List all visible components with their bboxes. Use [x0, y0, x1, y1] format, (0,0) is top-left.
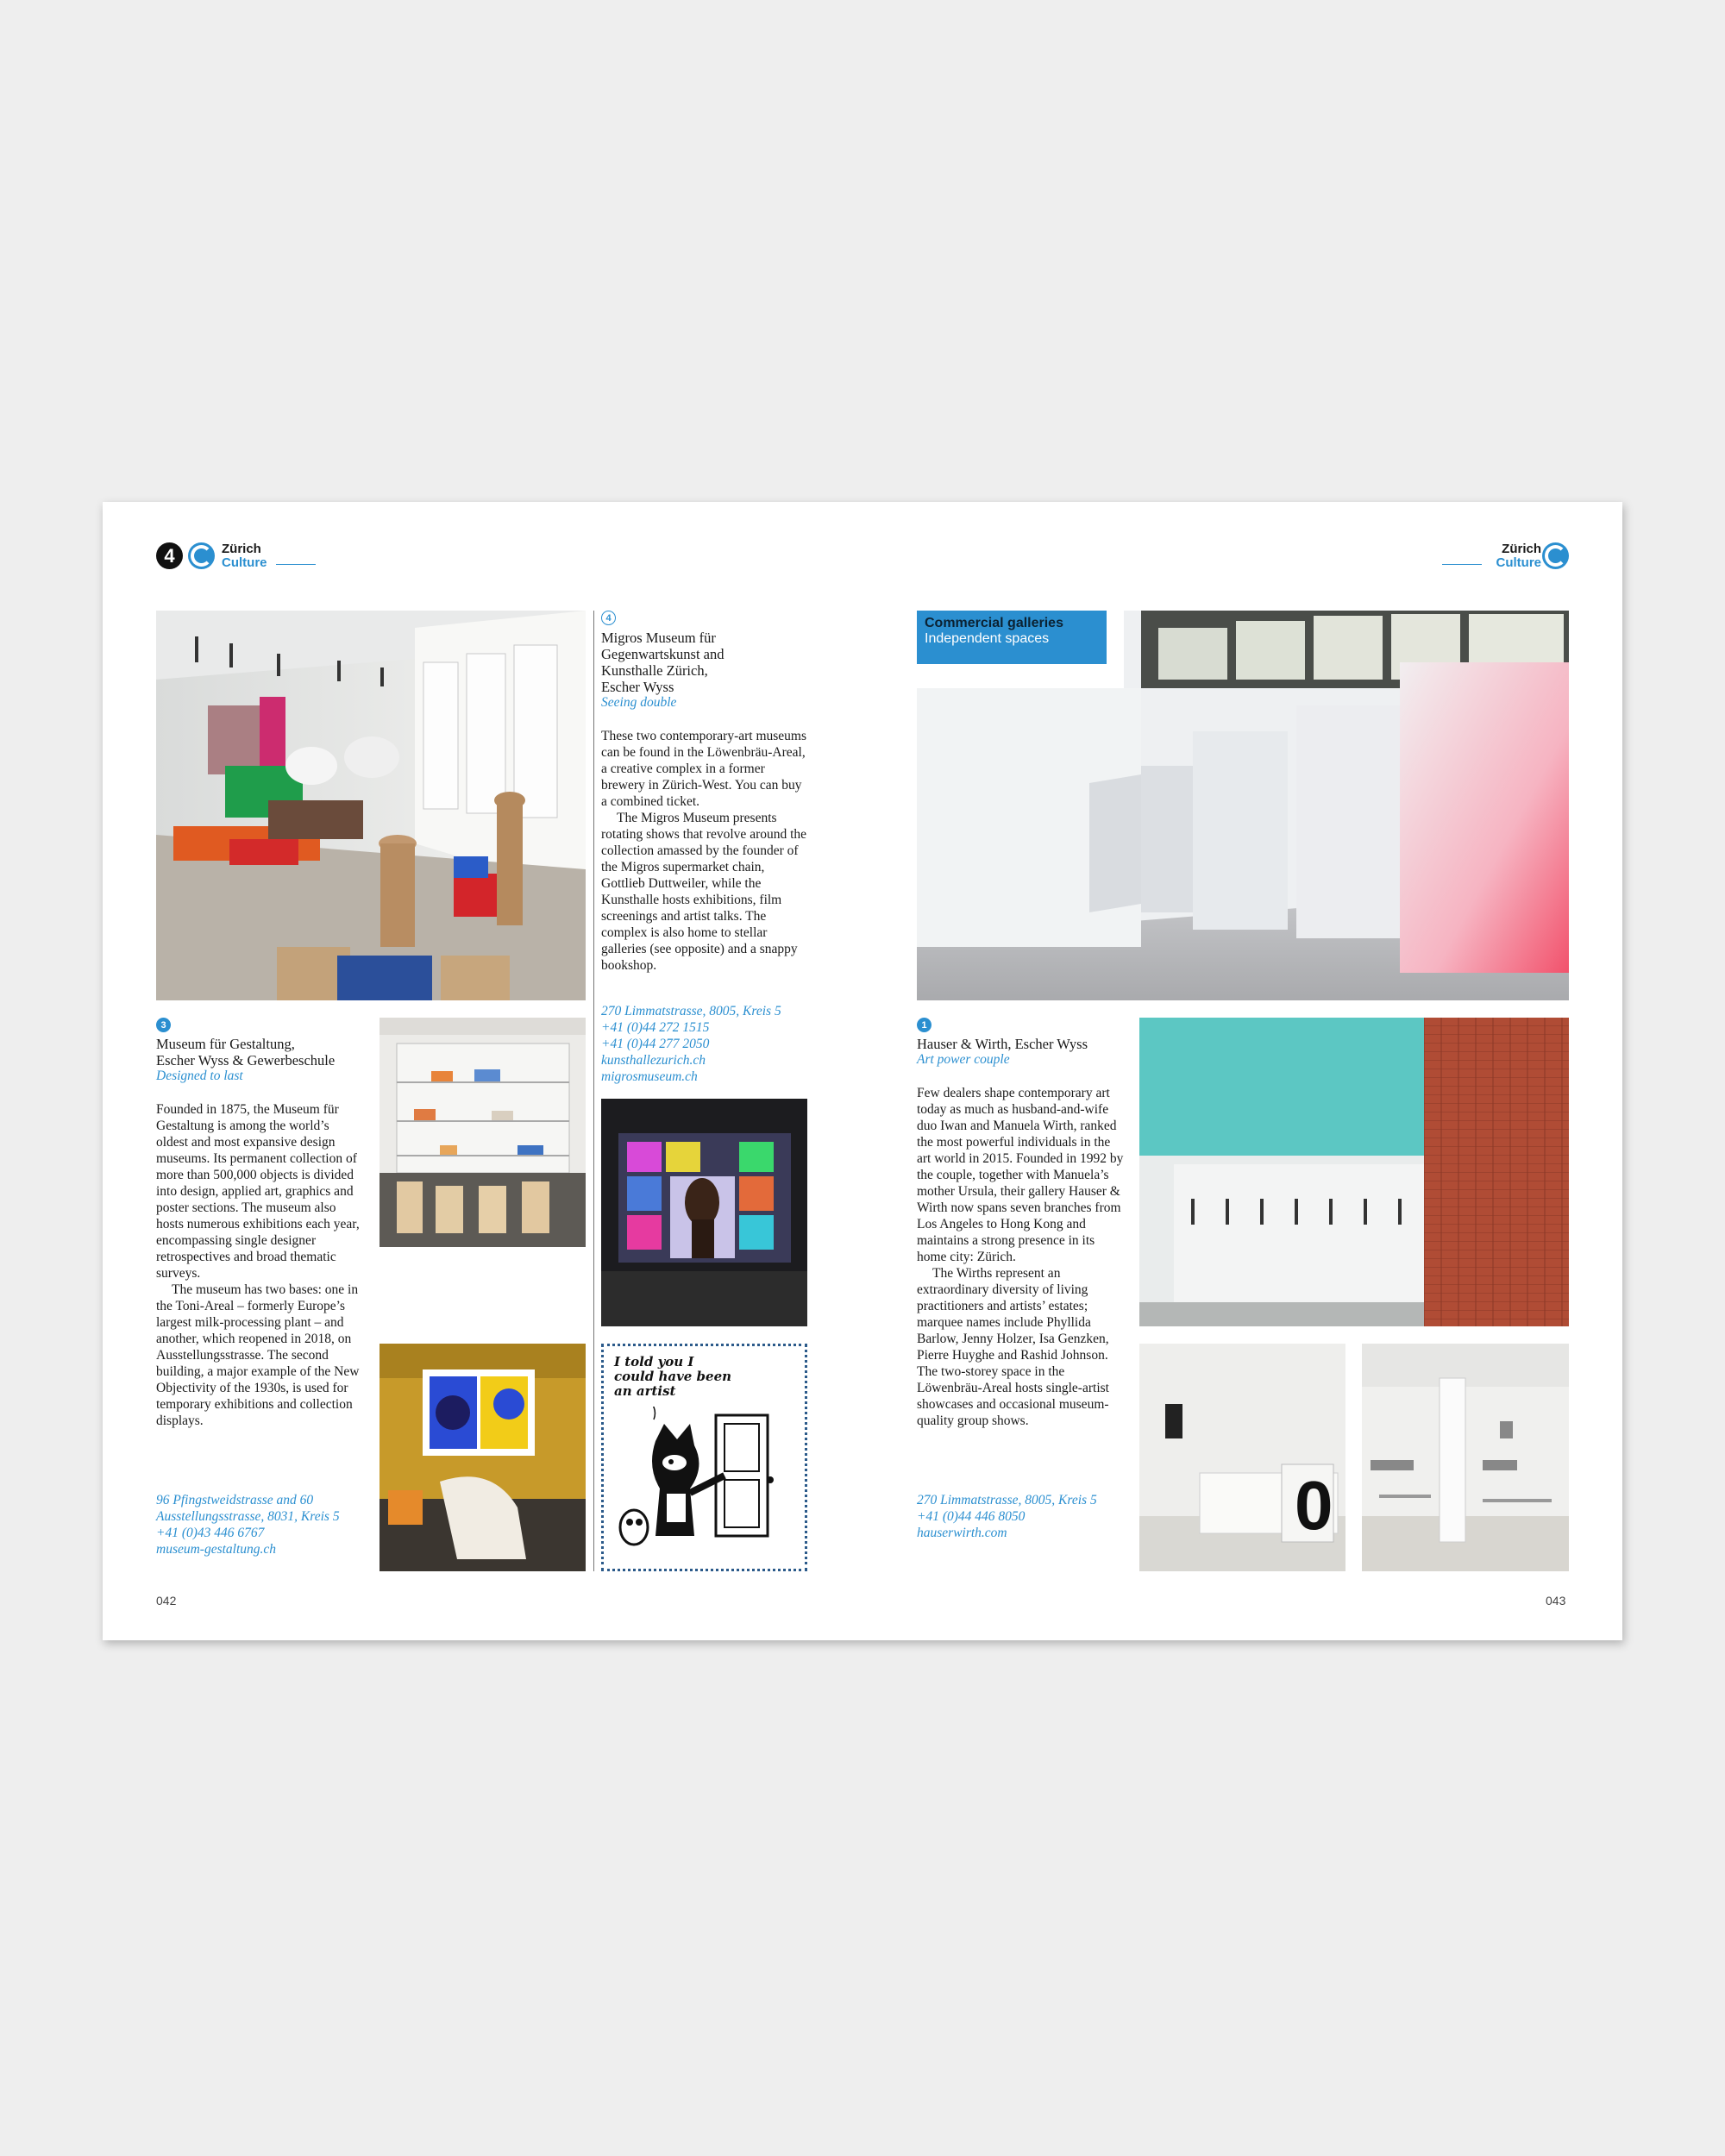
chapter-number: 4 — [164, 544, 175, 567]
entry-3-info: 96 Pfingstweidstrasse and 60 Ausstellungsstrasse, 8031, Kreis 5 +41 (0)43 446 6767 museum-gestaltung.ch — [156, 1493, 340, 1557]
lounge-chair-photo — [380, 1344, 586, 1571]
entry-4-body: These two contemporary-art museums can be found in the Löwenbräu-Areal, a creative complex in a former brewery in Zürich-West. You can buy a combined ticket. The Migros Museum presents rotating shows that revolve around the collection amassed by the founder of the Migros supermarket chain, Gottlieb Duttweiler, while the Kunsthalle hosts exhibitions, film screenings and artist talks. The complex is also home to stellar galleries (see opposite) and a snappy bookshop. — [601, 729, 807, 973]
page-number-right: 043 — [1546, 1594, 1566, 1608]
entry-4-title: Migros Museum für Gegenwartskunst and Kunsthalle Zürich, Escher Wyss — [601, 630, 724, 695]
left-running-header — [222, 542, 267, 570]
entry-3-title: Museum für Gestaltung, Escher Wyss & Gewerbeschule — [156, 1036, 336, 1069]
right-running-header — [1490, 542, 1541, 570]
entry-1-number: 1 — [917, 1018, 932, 1032]
column-divider — [593, 611, 594, 1571]
gallery-zero-artwork-photo — [1139, 1344, 1346, 1571]
header-rule — [276, 564, 316, 565]
svg-text:0: 0 — [1295, 1467, 1333, 1544]
header-city: Zürich — [222, 542, 261, 556]
culture-c-icon — [188, 542, 215, 569]
entry-3-subtitle: Designed to last — [156, 1069, 243, 1083]
entry-4-info: 270 Limmatstrasse, 8005, Kreis 5 +41 (0)44 272 1515 +41 (0)44 277 2050 kunsthallezurich.ch migrosmuseum.ch — [601, 1004, 781, 1084]
page-number-left: 042 — [156, 1594, 177, 1608]
gallery-building-exterior-photo — [1139, 1018, 1569, 1326]
museum-interior-photo — [156, 611, 586, 1000]
entry-4-subtitle: Seeing double — [601, 695, 677, 710]
gallery-columns-photo — [1362, 1344, 1569, 1571]
header-section: Culture — [1496, 555, 1541, 570]
website-link[interactable]: museum-gestaltung.ch — [156, 1542, 277, 1557]
video-installation-photo — [601, 1099, 807, 1326]
website-link[interactable]: migrosmuseum.ch — [601, 1069, 698, 1084]
shelving-display-photo — [380, 1018, 586, 1247]
website-link[interactable]: kunsthallezurich.ch — [601, 1053, 706, 1068]
cartoon-illustration — [601, 1344, 807, 1571]
entry-1-subtitle: Art power couple — [917, 1052, 1010, 1067]
chapter-number-badge — [156, 542, 183, 569]
header-city: Zürich — [1502, 542, 1541, 556]
magazine-spread — [103, 502, 1622, 1640]
section-tag-subtitle: Independent spaces — [925, 631, 1050, 646]
culture-c-icon — [1542, 542, 1569, 569]
section-tag — [917, 611, 1107, 664]
entry-4-number: 4 — [601, 611, 616, 625]
website-link[interactable]: hauserwirth.com — [917, 1526, 1007, 1540]
entry-1-info: 270 Limmatstrasse, 8005, Kreis 5 +41 (0)44 446 8050 hauserwirth.com — [917, 1493, 1097, 1540]
entry-1-body: Few dealers shape contemporary art today as much as husband-and-wife duo Iwan and Manuela Wirth, ranked the most powerful individuals in the art world in 2015. Founded in 1992 by the couple, together with Manuela’s mother Ursula, their gallery Hauser & Wirth now spans seven branches from Los Angeles to Hong Kong and maintains a strong presence in its home city: Zürich. The Wirths represent an extraordinary diversity of living practitioners and artists’ estates; marquee names include Phyllida Barlow, Jenny Holzer, Isa Genzken, Pierre Huyghe and Rashid Johnson. The two-storey space in the Löwenbräu-Areal hosts single-artist showcases and occasional museum-quality group shows. — [917, 1086, 1124, 1428]
cartoon-caption: I told you I could have been an artist — [614, 1354, 732, 1399]
gallery-translucent-walls-photo — [917, 611, 1569, 1000]
entry-3-body: Founded in 1875, the Museum für Gestaltung is among the world’s oldest and most expansive design museums. Its permanent collection of more than 500,000 objects is divided into design, applied art, graphics and poster sections. The museum also hosts numerous exhibitions each year, encompassing single designer retrospectives and broad thematic surveys. The museum has two bases: one in the Toni-Areal – formerly Europe’s largest milk-processing plant – and another, which reopened in 2018, on Ausstellungsstrasse. The second building, a major example of the New Objectivity of the 1930s, is used for temporary exhibitions and collection displays. — [156, 1102, 360, 1428]
header-rule — [1442, 564, 1482, 565]
entry-1-title: Hauser & Wirth, Escher Wyss — [917, 1036, 1088, 1052]
header-section: Culture — [222, 555, 267, 570]
entry-3-number: 3 — [156, 1018, 171, 1032]
section-tag-title: Commercial galleries — [925, 616, 1063, 630]
